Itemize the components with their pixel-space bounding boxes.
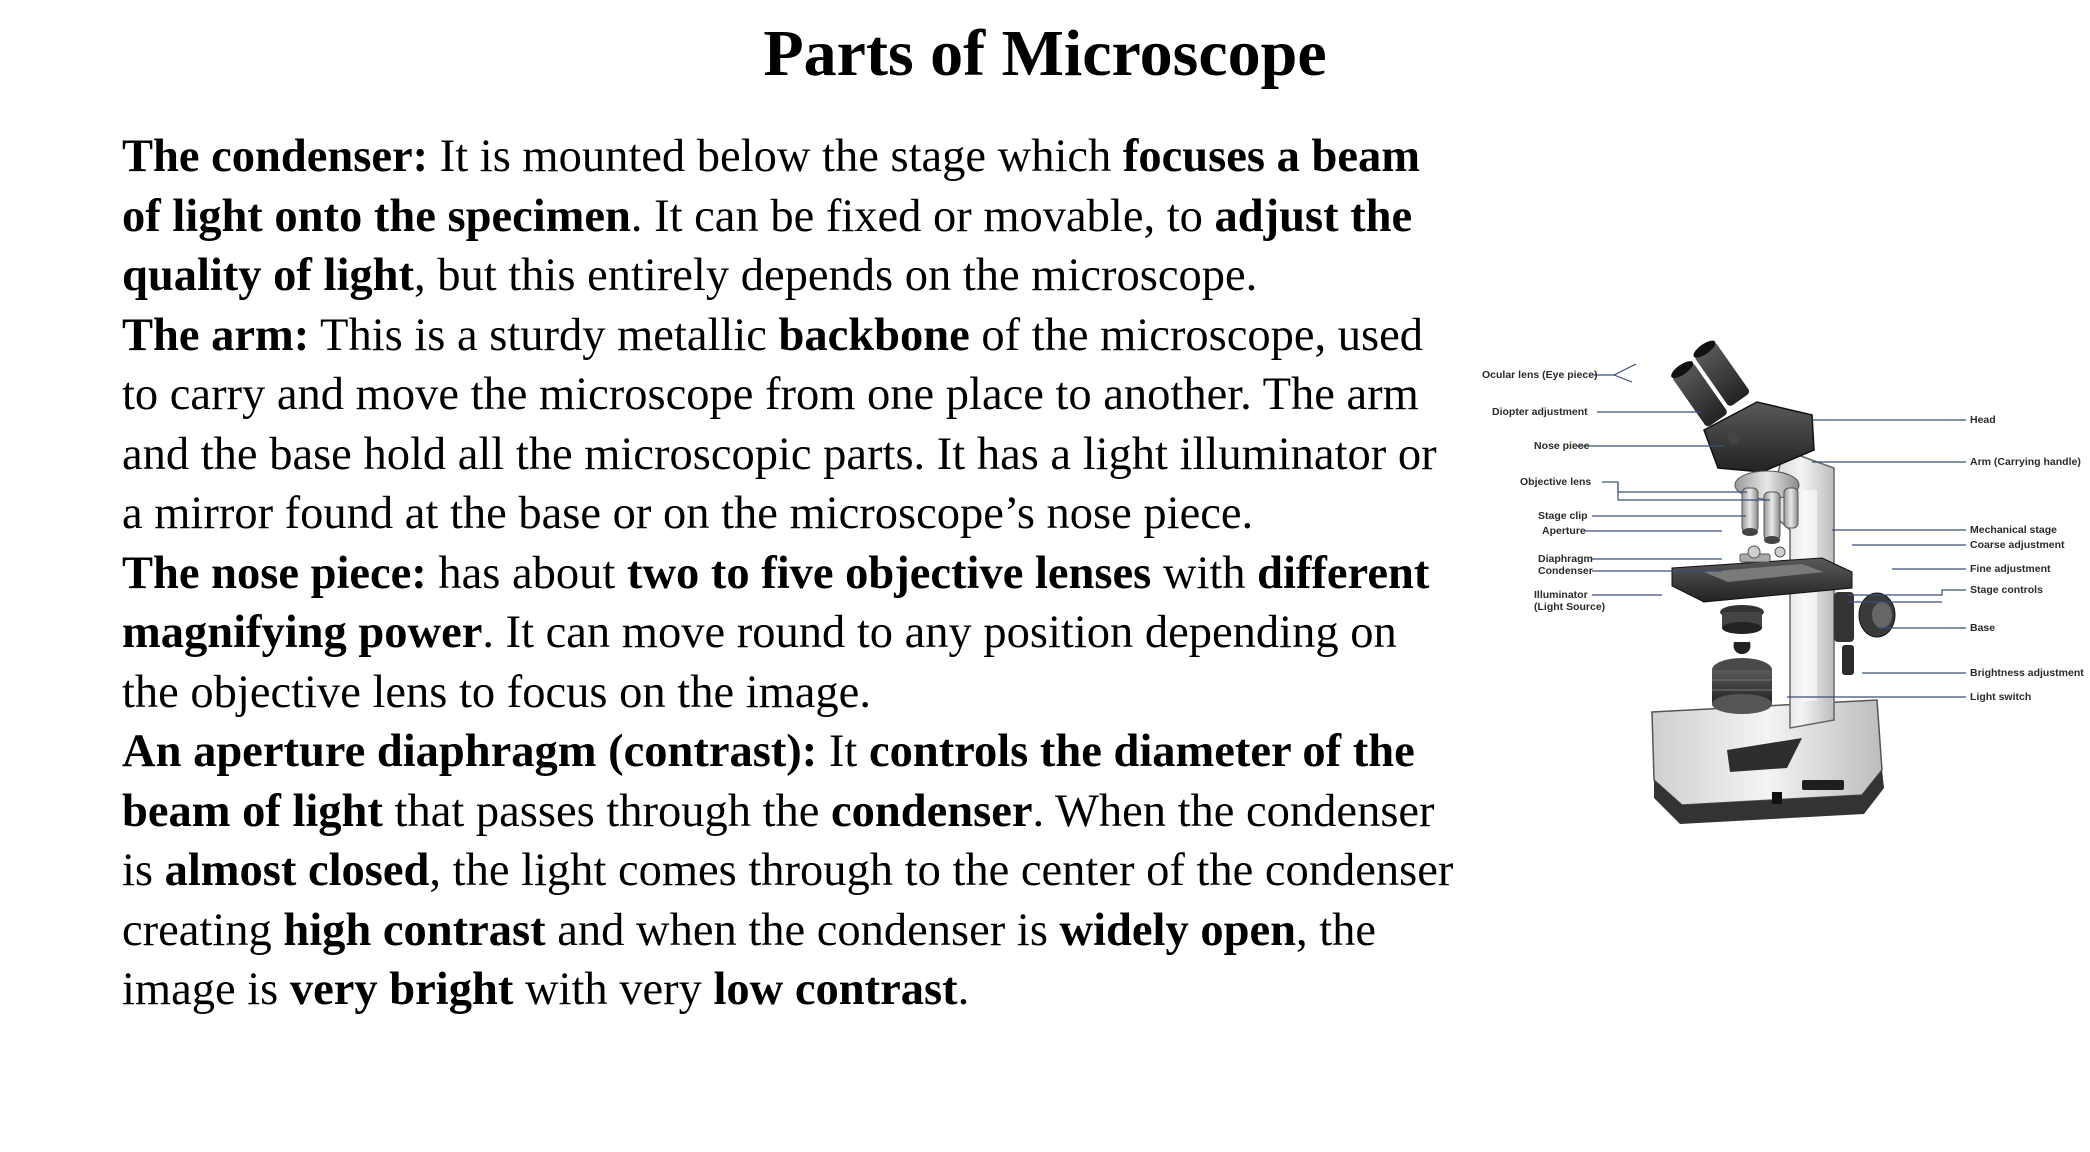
label-condenser: Condenser xyxy=(1538,565,1593,577)
text-run: This is a sturdy metallic xyxy=(309,309,779,361)
text-run: , but this entirely depends on the microscope. xyxy=(413,250,1258,301)
label-light-source: (Light Source) xyxy=(1534,601,1606,613)
label-ocular-lens: Ocular lens (Eye piece) xyxy=(1482,369,1598,381)
bold-text-run: different magnifying power xyxy=(122,547,1430,658)
text-run: , the light comes through to the center of the condenser creating xyxy=(122,845,1454,956)
label-diopter-adjustment: Diopter adjustment xyxy=(1492,406,1588,418)
text-run: . It can be fixed or movable, to xyxy=(630,190,1215,242)
label-nose-piece: Nose piece xyxy=(1534,440,1590,452)
text-run: of the microscope, used to carry and move the microscope from one place to another. The arm and the base hold all the microscopic parts. It has a light illuminator or a mirror found at the base or on the microscope’s nose piece. xyxy=(122,309,1437,539)
text-run: . When the condenser is xyxy=(122,785,1435,896)
bold-text-run: condenser xyxy=(831,785,1033,837)
text-run: has about xyxy=(426,547,627,599)
microscope-diagram xyxy=(1472,340,2084,820)
label-aperture: Aperture xyxy=(1542,525,1586,537)
bold-text-run: very bright xyxy=(289,964,514,1015)
bold-text-run: focuses a beam of light onto the specimen xyxy=(122,131,1420,242)
microscope-focus-knobs xyxy=(1834,592,1895,675)
bold-text-run: two to five objective lenses xyxy=(626,547,1152,599)
text-run: that passes through the xyxy=(382,785,832,837)
bold-text-run: The condenser: xyxy=(122,131,429,182)
paragraph-aperture-diaphragm xyxy=(122,722,1462,1020)
bold-text-run: low contrast xyxy=(713,964,958,1015)
text-run: . It can move round to any position depending on the objective lens to focus on the image. xyxy=(122,607,1397,718)
bold-text-run: almost closed xyxy=(164,845,430,896)
label-stage-controls: Stage controls xyxy=(1970,584,2043,596)
text-run: with xyxy=(1151,547,1258,599)
bold-text-run: controls the diameter of the beam of light xyxy=(122,726,1415,837)
text-run: . xyxy=(957,964,970,1015)
label-head: Head xyxy=(1970,414,1996,426)
label-diaphragm: Diaphragm xyxy=(1538,553,1593,565)
text-run: It xyxy=(817,726,869,777)
microscope-condenser xyxy=(1720,605,1764,634)
body-text xyxy=(122,127,1462,1020)
text-run: and when the condenser is xyxy=(545,904,1060,956)
label-mechanical-stage: Mechanical stage xyxy=(1970,524,2057,536)
label-fine-adjustment: Fine adjustment xyxy=(1970,563,2051,575)
label-coarse-adjustment: Coarse adjustment xyxy=(1970,539,2065,551)
microscope-illuminator xyxy=(1712,642,1772,714)
bold-text-run: The nose piece: xyxy=(122,547,427,599)
text-run: , the image is xyxy=(122,904,1377,1015)
page-title: Parts of Microscope xyxy=(763,17,1327,90)
text-run: with very xyxy=(513,964,714,1015)
bold-text-run: high contrast xyxy=(283,904,546,956)
bold-text-run: widely open xyxy=(1059,904,1296,956)
text-run: It is mounted below the stage which xyxy=(428,131,1123,182)
microscope-head xyxy=(1666,338,1814,472)
bold-text-run: An aperture diaphragm (contrast): xyxy=(122,726,818,777)
label-stage-clip: Stage clip xyxy=(1538,510,1588,522)
paragraph-condenser xyxy=(122,127,1462,306)
bold-text-run: The arm: xyxy=(122,309,310,361)
label-illuminator: Illuminator xyxy=(1534,589,1588,601)
label-arm: Arm (Carrying handle) xyxy=(1970,456,2081,468)
label-brightness-adjustment: Brightness adjustment xyxy=(1970,667,2084,679)
microscope-illustration xyxy=(1472,340,2084,820)
bold-text-run: backbone xyxy=(778,309,970,361)
label-light-switch: Light switch xyxy=(1970,691,2032,703)
label-base: Base xyxy=(1970,622,1996,634)
paragraph-arm xyxy=(122,306,1462,544)
bold-text-run: adjust the quality of light xyxy=(122,190,1413,301)
microscope-base xyxy=(1652,700,1884,824)
label-objective-lens: Objective lens xyxy=(1520,476,1592,488)
paragraph-nose-piece xyxy=(122,544,1462,723)
